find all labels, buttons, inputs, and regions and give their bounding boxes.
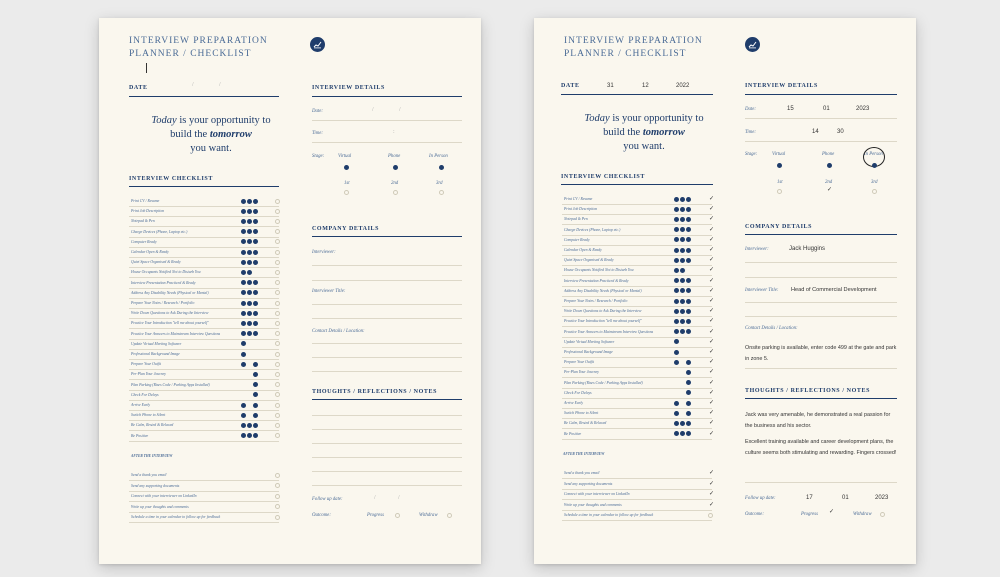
check-mark-icon[interactable]: ✓ — [709, 400, 715, 406]
category-dots — [241, 321, 258, 326]
category-dots — [241, 382, 258, 387]
checkbox[interactable] — [275, 321, 280, 326]
stage-field: Stage: — [312, 154, 325, 159]
checklist-item: Computer Ready — [131, 239, 157, 244]
contact-value: Onsite parking is available, enter code 499 at the gate and park in zone 5. — [745, 345, 897, 362]
checklist-item: Plan Parking (Rises Code / Parking Apps Installed) — [131, 382, 210, 387]
company-details-heading: COMPANY DETAILS — [745, 224, 813, 230]
checklist-item: Quiet Space Organised & Ready — [131, 260, 181, 265]
checkbox[interactable] — [275, 413, 280, 418]
category-dots — [674, 309, 691, 314]
category-dots — [674, 268, 691, 273]
category-dots — [241, 301, 258, 306]
interviewer-title-field: Interviewer Title: — [312, 289, 346, 294]
category-dots — [241, 413, 258, 418]
category-dots — [674, 380, 691, 385]
checklist-heading: INTERVIEW CHECKLIST — [561, 174, 645, 180]
checklist-item: Professional Background Image — [131, 352, 180, 356]
text-cursor — [146, 63, 147, 73]
checklist-item: Practice Your Answers to Mainstream Interview Questions — [131, 331, 221, 336]
date-field: Date: — [312, 109, 323, 114]
check-mark-icon[interactable]: ✓ — [709, 287, 715, 294]
check-mark-icon[interactable]: ✓ — [709, 430, 715, 437]
checklist-item: Update Virtual Meeting Software — [564, 339, 615, 344]
checklist-item: Be Calm, Rested & Relaxed — [564, 421, 607, 426]
checklist-item: Print CV / Resume — [564, 197, 593, 201]
checkbox[interactable] — [275, 352, 280, 357]
category-dots — [674, 248, 691, 253]
category-dots — [674, 370, 691, 375]
interviewer-value: Jack Huggins — [789, 246, 826, 252]
check-mark-icon[interactable]: ✓ — [709, 267, 715, 274]
after-interview-item: Write up your thoughts and comments — [131, 504, 189, 509]
follow-up-field: Follow up date: — [312, 497, 343, 502]
time-field: Time: — [745, 130, 756, 135]
checklist-item: Calendar Open & Ready — [564, 248, 602, 252]
contact-field: Contact Details / Location: — [745, 326, 798, 331]
check-mark-icon[interactable]: ✓ — [709, 389, 715, 396]
checkbox[interactable] — [275, 270, 280, 275]
interview-details-heading: INTERVIEW DETAILS — [312, 85, 385, 91]
thoughts-heading: THOUGHTS / REFLECTIONS / NOTES — [312, 389, 438, 395]
check-mark-icon[interactable]: ✓ — [709, 470, 715, 476]
category-dots — [674, 401, 691, 406]
checklist-item: Computer Ready — [564, 237, 590, 242]
checkbox[interactable] — [275, 209, 280, 214]
category-dots — [674, 411, 691, 416]
checklist-item: Address Any Disability Needs (Physical or Mental) — [564, 288, 642, 293]
notes-paragraph-1: Jack was very amenable, he demonstrated a real passion for the business and his sector. — [745, 412, 891, 429]
checklist-item: Print Job Description — [131, 209, 165, 214]
category-dots — [241, 392, 258, 397]
checklist-item: Charge Devices (Phone, Laptop etc.) — [564, 227, 621, 232]
after-interview-heading: AFTER THE INTERVIEW — [131, 454, 173, 458]
category-dots — [241, 311, 258, 316]
category-dots — [241, 362, 258, 367]
checklist-item: Print CV / Resume — [131, 199, 160, 203]
category-dots — [674, 431, 691, 436]
after-interview-item: Connect with your interviewer on LinkedIn — [564, 492, 630, 496]
interview-details-heading: INTERVIEW DETAILS — [745, 83, 818, 89]
checklist-item: Practice Your Answers to Mainstream Interview Questions — [564, 329, 654, 334]
checkbox[interactable] — [275, 199, 280, 204]
category-dots — [241, 199, 258, 204]
checklist-item: Write Down Questions to Ask During the Interview — [564, 309, 642, 314]
checklist-item: House Occupants Notified Not to Disturb You — [131, 270, 201, 275]
check-mark-icon[interactable]: ✓ — [709, 277, 715, 284]
category-dots — [241, 209, 258, 214]
check-mark-icon[interactable]: ✓ — [709, 349, 715, 355]
category-dots — [674, 299, 691, 304]
checklist-item: Print Job Description — [564, 207, 598, 212]
checklist-item: Interview Presentation Practiced & Ready — [131, 280, 196, 285]
checkbox[interactable] — [275, 473, 280, 478]
check-mark-icon[interactable]: ✓ — [709, 379, 715, 386]
category-dots — [674, 329, 691, 334]
category-dots — [674, 227, 691, 232]
check-mark-icon[interactable]: ✓ — [709, 206, 715, 213]
checklist-item: Prepare Your Outfit — [564, 360, 594, 365]
category-dots — [241, 270, 258, 275]
category-dots — [241, 250, 258, 255]
category-dots — [674, 217, 691, 222]
category-dots — [674, 421, 691, 426]
interviewer-title-field: Interviewer Title: — [745, 288, 779, 293]
company-details-heading: COMPANY DETAILS — [312, 226, 380, 232]
checkbox[interactable] — [275, 311, 280, 316]
after-interview-item: Connect with your interviewer on LinkedIn — [131, 494, 197, 498]
category-dots — [241, 341, 258, 346]
category-dots — [241, 239, 258, 244]
contact-field: Contact Details / Location: — [312, 329, 365, 334]
logo-icon — [310, 37, 325, 52]
interviewer-title-value: Head of Commercial Development — [791, 287, 877, 293]
checklist-item: House Occupants Notified Not to Disturb You — [564, 268, 634, 273]
checklist-item: Be Calm, Rested & Relaxed — [131, 423, 174, 428]
category-dots — [241, 352, 258, 357]
checkbox[interactable] — [275, 362, 280, 367]
checklist-item: Interview Presentation Practiced & Ready — [564, 278, 629, 283]
checklist-item: Calendar Open & Ready — [131, 250, 169, 254]
check-mark-icon[interactable]: ✓ — [709, 369, 715, 376]
category-dots — [674, 237, 691, 242]
check-mark-icon[interactable]: ✓ — [709, 328, 715, 335]
thoughts-heading: THOUGHTS / REFLECTIONS / NOTES — [745, 388, 871, 394]
checklist-item: Practice Your Introduction "tell me about yourself" — [564, 319, 642, 324]
check-mark-icon[interactable]: ✓ — [709, 359, 715, 366]
notes-paragraph-2: Excellent training available and career development plans, the culture seems both stimulating and rewarding. Fingers crossed! — [745, 439, 897, 456]
checkbox[interactable] — [275, 301, 280, 306]
motivational-quote: Today is your opportunity to build the tomorrow you want. — [584, 113, 704, 152]
checklist-item: Notepad & Pen — [131, 219, 155, 224]
checklist-item: Be Positive — [131, 433, 149, 438]
check-mark-icon[interactable]: ✓ — [709, 247, 715, 253]
checklist-item: Update Virtual Meeting Software — [131, 341, 182, 346]
planner-title: INTERVIEW PREPARATION PLANNER / CHECKLIST — [564, 36, 703, 59]
checklist-item: Switch Phone to Silent — [564, 411, 599, 416]
after-interview-item: Write up your thoughts and comments — [564, 502, 622, 507]
date-field: Date: — [745, 107, 756, 112]
after-interview-item: Schedule a time in your calendar to follow up for feedback — [131, 515, 221, 519]
check-mark-icon[interactable]: ✓ — [709, 480, 715, 487]
check-mark-icon[interactable]: ✓ — [709, 298, 715, 304]
check-mark-icon[interactable]: ✓ — [709, 226, 715, 233]
after-interview-item: Send any supporting documents — [564, 481, 613, 486]
checklist-item: Professional Background Image — [564, 350, 613, 354]
checklist-item: Charge Devices (Phone, Laptop etc.) — [131, 229, 188, 234]
check-mark-icon[interactable]: ✓ — [709, 410, 715, 417]
check-mark-icon[interactable]: ✓ — [709, 308, 715, 315]
checklist-item: Be Positive — [564, 431, 582, 436]
checklist-item: Arrive Early — [564, 401, 584, 405]
logo-icon — [745, 37, 760, 52]
category-dots — [241, 229, 258, 234]
blank-planner-sheet: INTERVIEW PREPARATION PLANNER / CHECKLIST DATE / / INTERVIEW DETAILS Today is your opportunity to build the tomorrow you want. Date: / / Time: : Stage: Virtual Phone In Person 1st 2nd 3rd INTERVIEW CHECKLIST Print CV / Resume Print Job Description Notepad & Pen Charge Devices (Phone, Laptop etc.) Computer Ready Calendar Open & Ready Quiet Space Organised & Ready House Occupants Notified Not to Disturb You Interview Presentation Practiced & Ready Address Any Disability Needs (Physical or Mental) Prepare Your Notes / Research / Portfolio Write Down Questions to Ask During the Interview Practice Your Introduction "tell me about yourself" Practice Your Answers to Mainstream Interview Questions Update Virtual Meeting Software Professional Background Image Prepare Your Outfit Pre-Plan Your Journey Plan Parking (Rises Code / Parking Apps Installed) Check For Delays Arrive Early Switch Phone to Silent Be Calm, Rested & Relaxed Be Positive AFTER THE INTERVIEW Send a thank you email Send any supporting documents Connect with your interviewer on LinkedIn Write up your thoughts and comments Schedule a time in your calendar to follow up for feedback COMPANY DETAILS Interviewer: Interviewer Title: Contact Details / Location: THOUGHTS / REFLECTIONS / NOTES Follow up date: / / Outcome: Progress Withdraw — [99, 18, 481, 564]
category-dots — [674, 319, 691, 324]
checkbox[interactable] — [275, 372, 280, 377]
outcome-field: Outcome: — [312, 513, 331, 518]
checklist-item: Prepare Your Notes / Research / Portfolio — [564, 299, 628, 303]
checkbox[interactable] — [708, 513, 713, 518]
filled-planner-sheet: INTERVIEW PREPARATION PLANNER / CHECKLIST DATE 31 12 2022 INTERVIEW DETAILS Today is your opportunity to build the tomorrow you want. Date: 15 01 2023 Time: 14 30 Stage: Virtual Phone In Person 1st 2nd 3rd ✓ INTERVIEW CHECKLIST Print CV / Resume ✓ Print Job Description ✓ Notepad & Pen ✓ Charge Devices (Phone, Laptop etc.) ✓ Computer Ready ✓ Calendar Open & Ready ✓ Quiet Space Organised & Ready ✓ House Occupants Notified Not to Disturb You ✓ Interview Presentation Practiced & Ready ✓ Address Any Disability Needs (Physical or Mental) ✓ Prepare Your Notes / Research / Portfolio ✓ Write Down Questions to Ask During the Interview ✓ Practice Your Introduction "tell me about yourself" ✓ Practice Your Answers to Mainstream Interview Questions ✓ Update Virtual Meeting Software ✓ Professional Background Image ✓ Prepare Your Outfit ✓ Pre-Plan Your Journey ✓ Plan Parking (Rises Code / Parking Apps Installed) ✓ Check For Delays ✓ Arrive Early ✓ Switch Phone to Silent ✓ Be Calm, Rested & Relaxed ✓ Be Positive ✓ AFTER THE INTERVIEW Send a thank you email ✓ Send any supporting documents ✓ Connect with your interviewer on LinkedIn ✓ Write up your thoughts and comments ✓ Schedule a time in your calendar to follow up for feedback COMPANY DETAILS Interviewer: Jack Huggins Interviewer Title: Head of Commercial Development Contact Details / Location: Onsite parking is available, enter code 499 at the gate and park in zone 5. THOUGHTS / REFLECTIONS / NOTES Jack was very amenable, he demonstrated a real passion for the business and his sector. Excellent training available and career development plans, the culture seems both stimulating and rewarding. Fingers crossed! Follow up date: 17 01 2023 Outcome: Progress ✓ Withdraw — [534, 18, 916, 564]
after-interview-item: Send any supporting documents — [131, 483, 180, 488]
category-dots — [674, 278, 691, 283]
category-dots — [674, 339, 691, 344]
outcome-field: Outcome: — [745, 512, 764, 517]
after-interview-item: Send a thank you email — [564, 471, 600, 475]
check-mark-icon[interactable]: ✓ — [709, 236, 715, 243]
checkbox[interactable] — [275, 515, 280, 520]
check-mark-icon[interactable]: ✓ — [709, 420, 715, 427]
category-dots — [241, 280, 258, 285]
checkbox[interactable] — [275, 504, 280, 509]
checklist-item: Write Down Questions to Ask During the Interview — [131, 311, 209, 316]
category-dots — [241, 331, 258, 336]
category-dots — [674, 258, 691, 263]
check-mark-icon[interactable]: ✓ — [709, 501, 715, 508]
after-interview-item: Schedule a time in your calendar to follow up for feedback — [564, 513, 654, 517]
follow-up-field: Follow up date: — [745, 496, 776, 501]
check-mark-icon[interactable]: ✓ — [709, 196, 715, 202]
checkbox[interactable] — [275, 494, 280, 499]
checklist-item: Quiet Space Organised & Ready — [564, 258, 614, 263]
interviewer-field: Interviewer: — [312, 250, 336, 255]
interviewer-field: Interviewer: — [745, 247, 769, 252]
checklist-item: Address Any Disability Needs (Physical or Mental) — [131, 290, 209, 295]
motivational-quote: Today is your opportunity to build the tomorrow you want. — [151, 115, 271, 154]
checkbox[interactable] — [275, 483, 280, 488]
check-mark-icon[interactable]: ✓ — [709, 338, 715, 345]
checkbox[interactable] — [275, 403, 280, 408]
checklist-item: Check For Delays — [131, 392, 159, 397]
category-dots — [674, 197, 691, 202]
category-dots — [674, 207, 691, 212]
category-dots — [241, 290, 258, 295]
checkbox[interactable] — [275, 219, 280, 224]
checklist-item: Plan Parking (Rises Code / Parking Apps Installed) — [564, 380, 643, 385]
category-dots — [241, 423, 258, 428]
checklist-item: Notepad & Pen — [564, 217, 588, 222]
checklist-item: Pre-Plan Your Journey — [564, 370, 599, 375]
category-dots — [674, 288, 691, 293]
checkbox[interactable] — [275, 260, 280, 265]
check-mark-icon[interactable]: ✓ — [709, 491, 715, 497]
checklist-item: Practice Your Introduction "tell me about yourself" — [131, 321, 209, 326]
checklist-item: Prepare Your Notes / Research / Portfolio — [131, 301, 195, 305]
category-dots — [241, 219, 258, 224]
checklist-item: Switch Phone to Silent — [131, 413, 166, 418]
checklist-item: Check For Delays — [564, 390, 592, 395]
checkbox[interactable] — [275, 423, 280, 428]
category-dots — [674, 350, 691, 355]
check-mark-icon[interactable]: ✓ — [709, 257, 715, 264]
category-dots — [241, 372, 258, 377]
category-dots — [241, 403, 258, 408]
checklist-heading: INTERVIEW CHECKLIST — [129, 176, 213, 182]
after-interview-heading: AFTER THE INTERVIEW — [563, 452, 605, 456]
checklist-item: Prepare Your Outfit — [131, 362, 161, 367]
after-interview-item: Send a thank you email — [131, 473, 167, 477]
category-dots — [241, 433, 258, 438]
category-dots — [674, 390, 691, 395]
date-label: DATE — [561, 83, 580, 89]
category-dots — [674, 360, 691, 365]
planner-title: INTERVIEW PREPARATION PLANNER / CHECKLIST — [129, 36, 268, 59]
check-mark-icon[interactable]: ✓ — [709, 318, 715, 325]
stage-field: Stage: — [745, 152, 758, 157]
checkbox[interactable] — [275, 250, 280, 255]
checklist-item: Pre-Plan Your Journey — [131, 372, 166, 377]
date-label: DATE — [129, 85, 148, 91]
check-mark-icon[interactable]: ✓ — [709, 216, 715, 223]
checklist-item: Arrive Early — [131, 403, 151, 407]
time-field: Time: — [312, 131, 323, 136]
category-dots — [241, 260, 258, 265]
